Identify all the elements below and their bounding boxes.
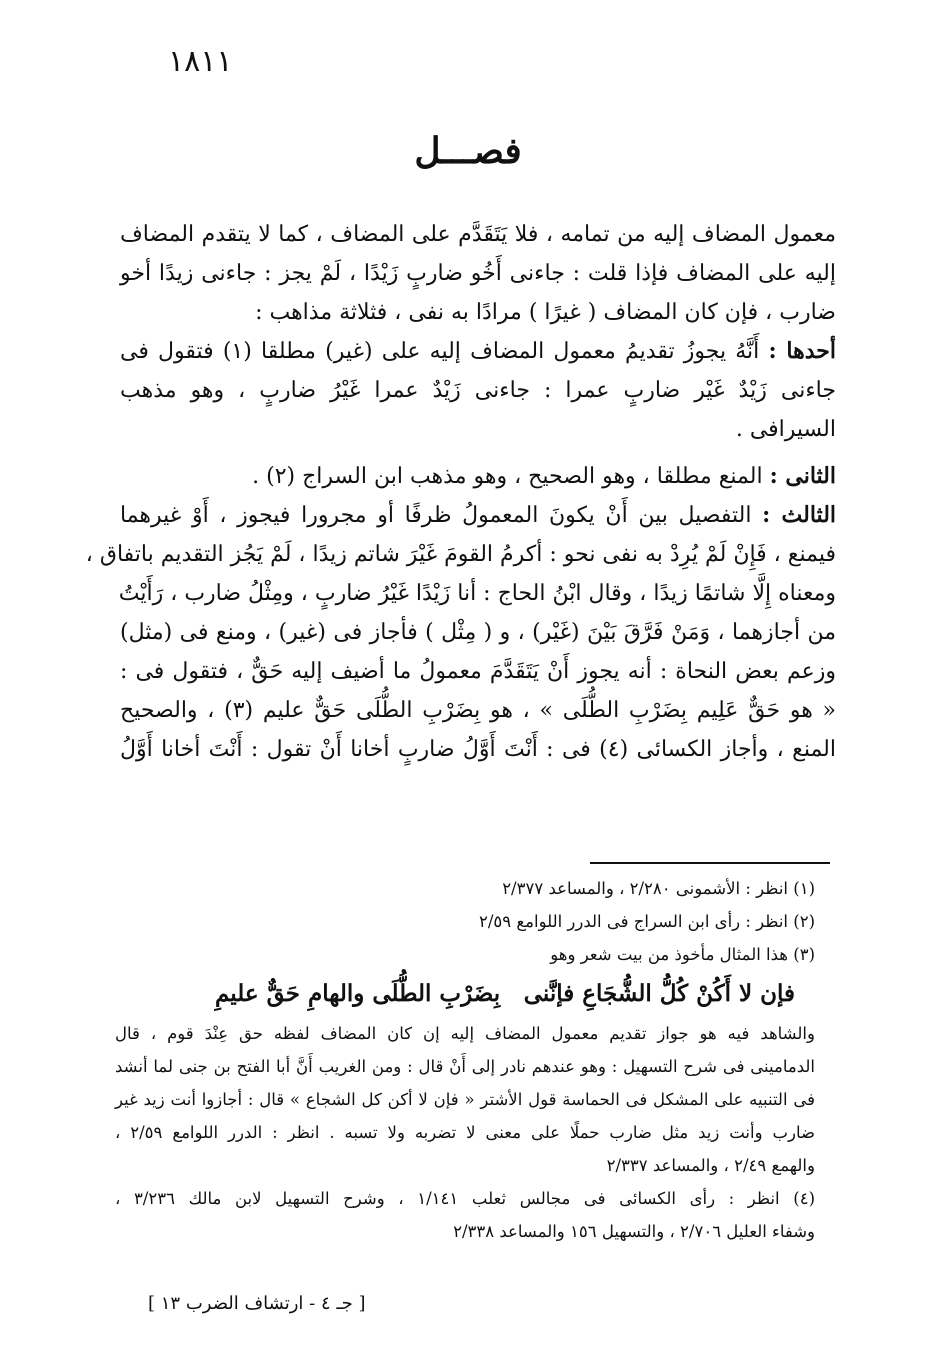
paragraph-lead: الثالث : bbox=[762, 502, 837, 528]
text-span: المنع مطلقا ، وهو الصحيح ، وهو مذهب ابن السراج (٢) . bbox=[252, 464, 763, 489]
footnote-4: (٤) انظر : رأى الكسائى فى مجالس ثعلب ١/١٤١ ، وشرح التسهيل لابن مالك ٣/٢٣٦ ، bbox=[115, 1189, 815, 1208]
text-line: جاءنى زَيْدٌ غَيْر ضاربٍ عمرا : جاءنى زَيْدٌ عمرا غَيْرُ ضاربٍ ، وهو مذهب bbox=[120, 378, 836, 403]
text-line: « هو حَقٌّ عَلِيم بِضَرْبِ الطُّلَى » ، هو بِضَرْبِ الطُّلَى حَقٌّ عليم (٣) ، والصحيح bbox=[120, 698, 836, 723]
footnote-line: فى التنبيه على المشكل فى الحماسة قول الأشتر « فإن لا أكن كل الشجاع » قال : أجازوا أنت زيد غير bbox=[115, 1090, 815, 1109]
paragraph-lead: أحدها : bbox=[768, 338, 836, 364]
text-line: وزعم بعض النحاة : أنه يجوز أَنْ يَتَقَدَّمَ معمولُ ما أضيف إليه حَقٌّ ، فتقول فى : bbox=[120, 659, 836, 684]
text-line: من أجازهما ، وَمَنْ فَرَّقَ بَيْنَ (غَيْر) ، و ( مِثْل ) فأجاز فى (غير) ، ومنع فى (مثل) bbox=[120, 620, 836, 645]
text-line: فيمنع ، فَإِنْ لَمْ يُرِدْ به نفى نحو : أكرمُ القومَ غَيْرَ شاتم زيدًا ، لَمْ يَجُز التقديم باتفاق ، bbox=[85, 542, 836, 567]
text-line bbox=[120, 332, 836, 371]
text-line: السيرافى . bbox=[735, 417, 836, 442]
footnote-2: (٢) انظر : رأى ابن السراج فى الدرر اللوامع ٢/٥٩ bbox=[478, 912, 815, 931]
page-number: ١٨١١ bbox=[168, 44, 233, 79]
poetry-verse bbox=[115, 971, 815, 1017]
footnote-line: وشفاء العليل ٢/٧٠٦ ، والتسهيل ١٥٦ والمساعد ٢/٣٣٨ bbox=[453, 1222, 815, 1241]
section-heading bbox=[0, 130, 936, 172]
paragraph-lead: الثانى : bbox=[769, 463, 836, 489]
section-heading-text: فصـــل bbox=[414, 130, 522, 172]
text-line: معمول المضاف إليه من تمامه ، فلا يَتَقَدَّم على المضاف ، كما لا يتقدم المضاف bbox=[120, 222, 836, 247]
footnote-1: (١) انظر : الأشمونى ٢/٢٨٠ ، والمساعد ٢/٣٧٧ bbox=[502, 879, 815, 898]
text-line bbox=[120, 457, 836, 496]
text-span: التفصيل بين أَنْ يكونَ المعمولُ ظرفًا أو مجرورا فيجوز ، أَوْ غيرهما bbox=[120, 503, 752, 528]
signature-mark: [ جـ ٤ - ارتشاف الضرب ١٣ ] bbox=[148, 1293, 366, 1314]
text-line: إليه على المضاف فإذا قلت : جاءنى أَخُو ضاربٍ زَيْدًا ، لَمْ يجز : جاءنى زيدًا أخو bbox=[120, 261, 836, 286]
footnote-3-intro: (٣) هذا المثال مأخوذ من بيت شعر وهو bbox=[550, 945, 815, 964]
main-text bbox=[85, 215, 837, 769]
text-line: ومعناه إِلَّا شاتمًا زيدًا ، وقال ابْنُ الحاج : أنا زَيْدًا غَيْرُ ضاربٍ ، ومِثْلُ ضارب ، رَأَيْتُ bbox=[118, 581, 836, 606]
footnotes bbox=[115, 872, 815, 1248]
footnote-divider bbox=[590, 862, 830, 864]
text-line bbox=[120, 496, 836, 535]
verse-first-hemistich: فإن لا أَكُنْ كُلُّ الشُّجَاعِ فإنَّنى bbox=[523, 980, 795, 1007]
footnote-line: ضارب وأنت زيد مثل ضارب حملًا على معنى لا تضربه ولا تسبه . انظر : الدرر اللوامع ٢/٥٩ ، bbox=[115, 1123, 816, 1142]
footnote-line: والهمع ٢/٤٩ ، والمساعد ٢/٣٣٧ bbox=[606, 1156, 815, 1175]
text-line: المنع ، وأجاز الكسائى (٤) فى : أَنْتَ أَوَّلُ ضاربٍ أخانا أَنْ تقول : أَنْتَ أخانا أَوَّلُ bbox=[120, 737, 836, 762]
text-line: ضارب ، فإن كان المضاف ( غيرًا ) مرادًا به نفى ، فثلاثة مذاهب : bbox=[255, 300, 836, 325]
text-span: أَنَّهُ يجوزُ تقديمُ معمول المضاف إليه على (غير) مطلقا (١) فتقول فى bbox=[120, 339, 760, 364]
footnote-line: والشاهد فيه هو جواز تقديم معمول المضاف إليه إن كان المضاف لفظه حق عِنْدَ قوم ، قال bbox=[115, 1024, 815, 1043]
footnote-line: الدمامينى فى شرح التسهيل : وهو عندهم نادر إلى أَنْ قال : ومن الغريب أَنَّ أبا الفتح بن جنى لما أنشد bbox=[115, 1057, 815, 1076]
verse-second-hemistich: بِضَرْبِ الطُّلَى والهامِ حَقٌّ عليمِ bbox=[215, 980, 501, 1007]
